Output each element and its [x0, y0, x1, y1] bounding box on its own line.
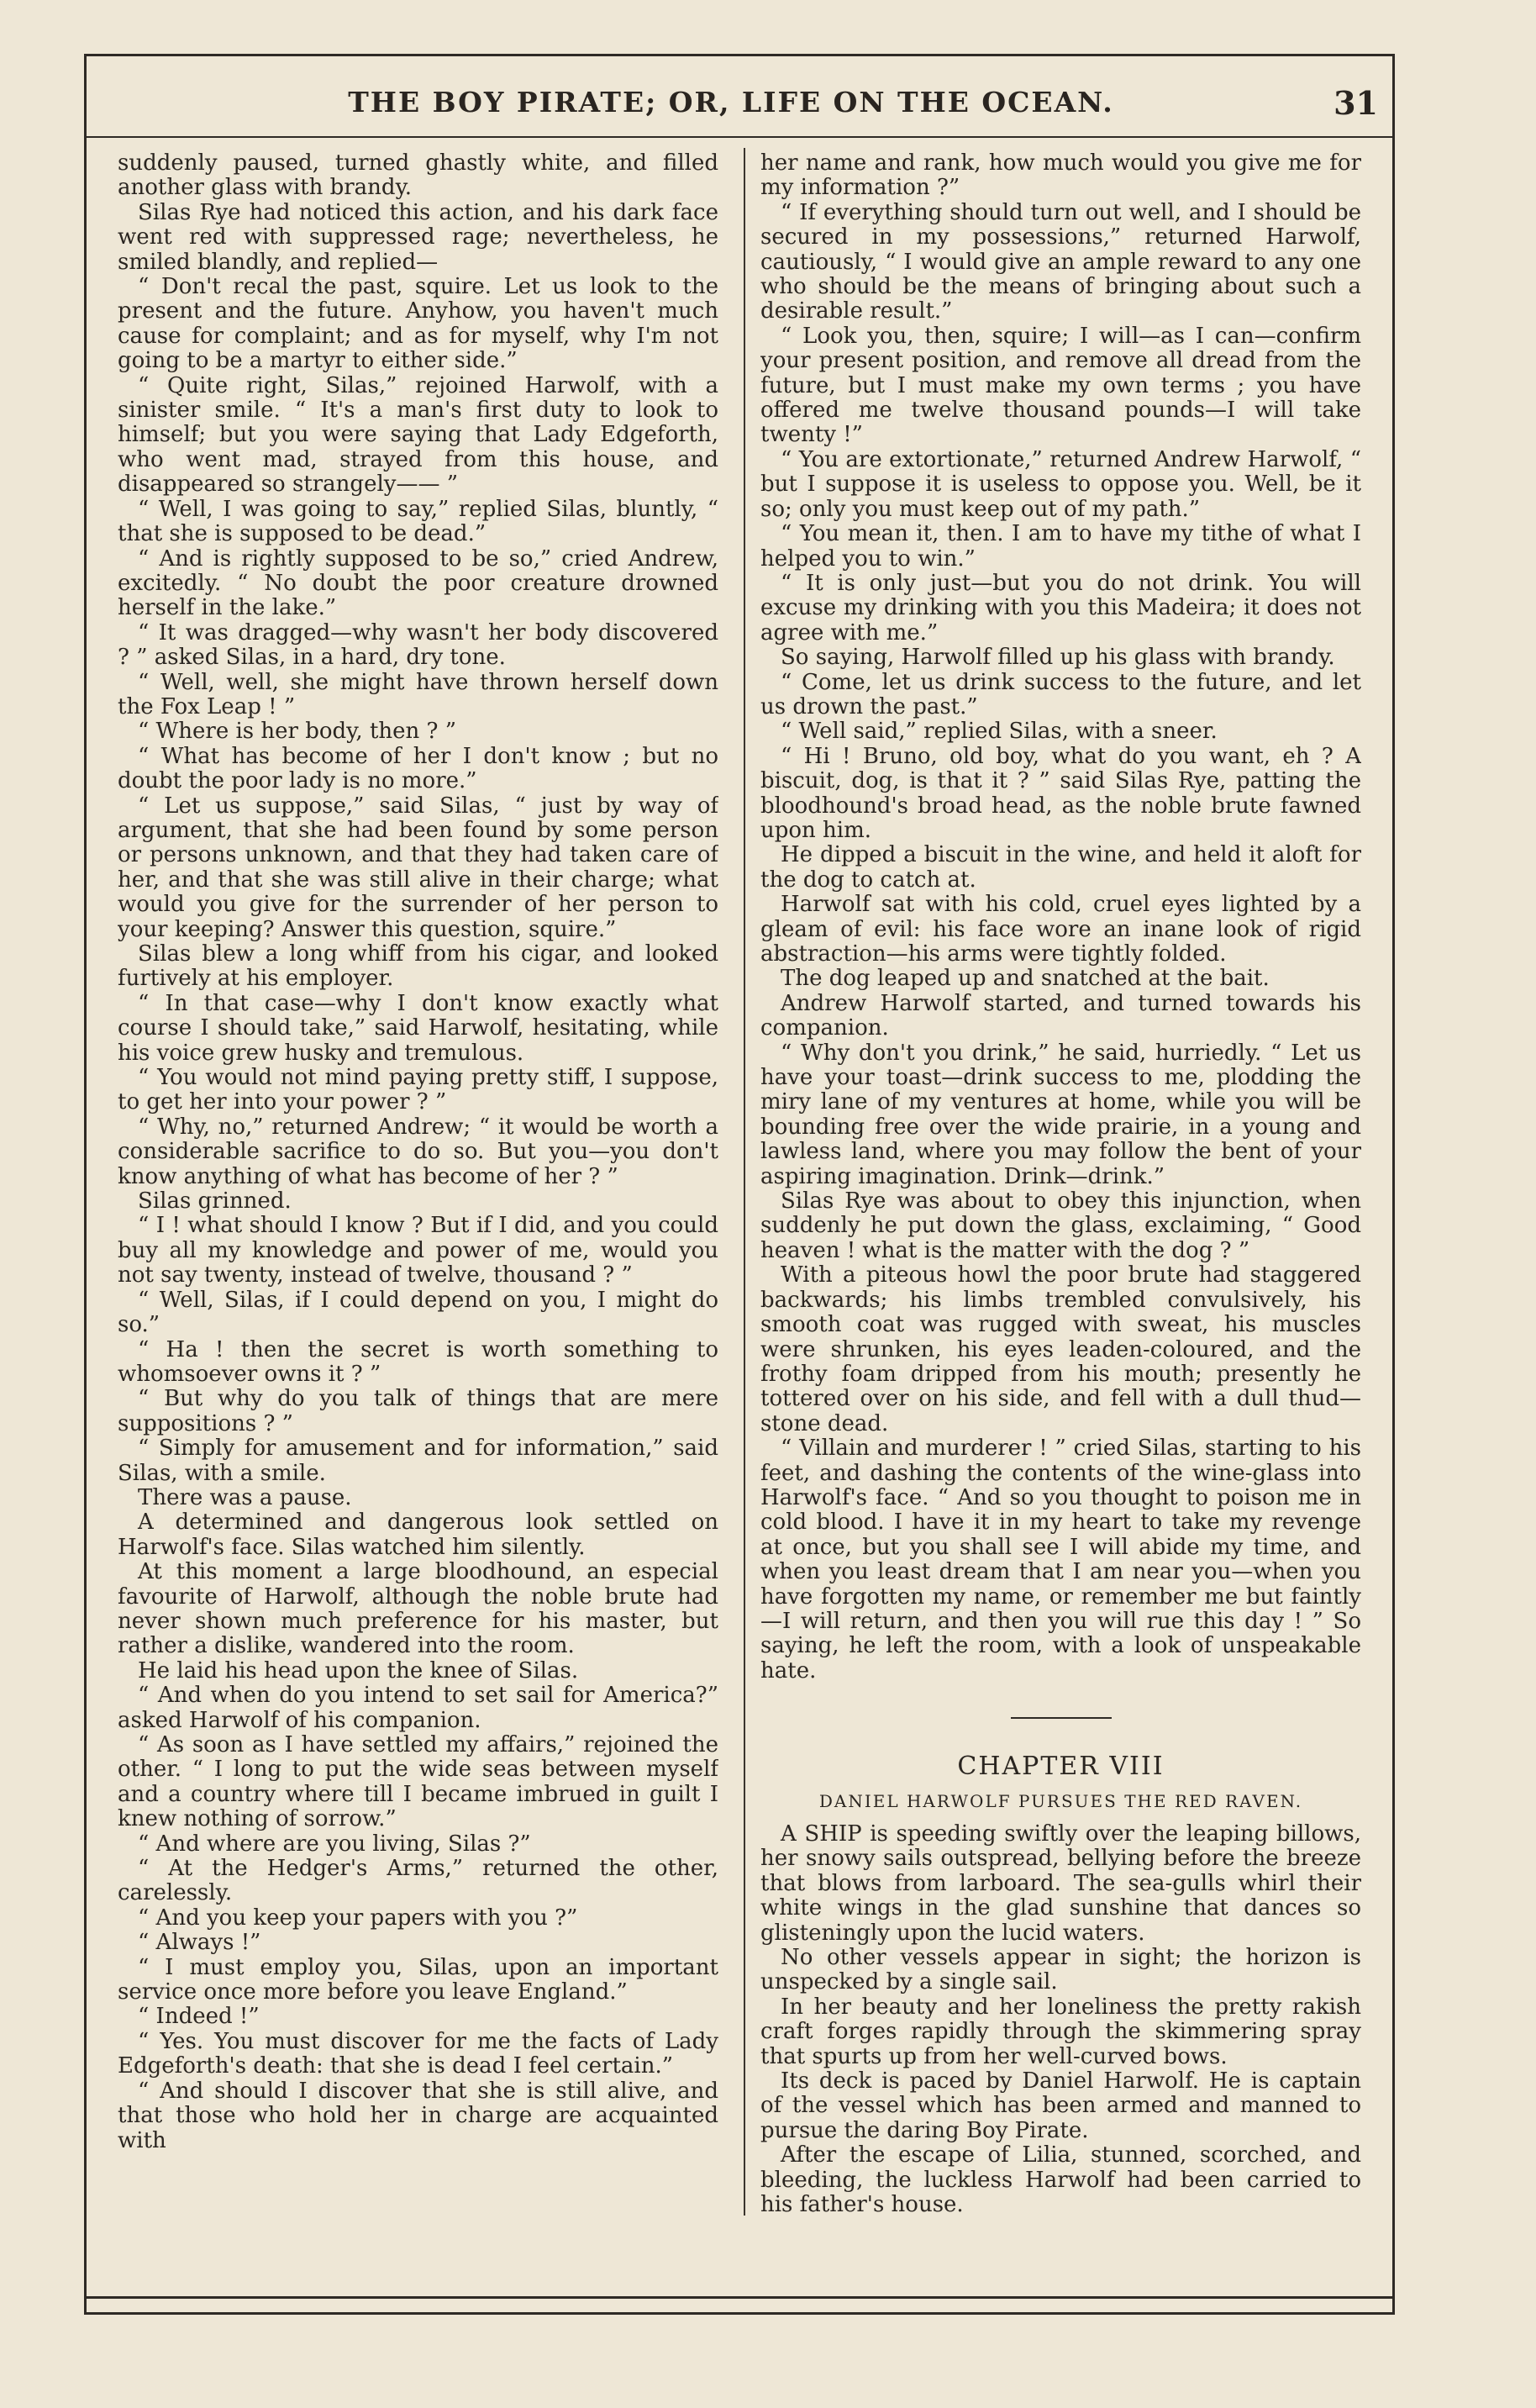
paragraph: So saying, Harwolf filled up his glass with brandy.: [781, 645, 1335, 671]
paragraph: “ Well, I was going to say,” replied Silas, bluntly, “ that she is supposed to be dead.”: [118, 496, 718, 547]
paragraph: “ And should I discover that she is still alive, and that those who hold her in charge are acquainted with: [118, 2078, 718, 2153]
footer-rule: [84, 2296, 1395, 2299]
paragraph: “ I ! what should I know ? But if I did, and you could buy all my knowledge and power of me, would you not say twenty, instead of twelve, thousand ? ”: [118, 1213, 718, 1288]
paragraph: “ Why don't you drink,” he said, hurriedly. “ Let us have your toast—drink success to me, plodding the miry lane of my ventures at home, while you will be bounding free over the wide prairie, in a young and lawless land, where you may follow the bent of your aspiring imagination. Drink—drink.”: [760, 1040, 1361, 1189]
paragraph: “ You are extortionate,” returned Andrew Harwolf, “ but I suppose it is useless to oppose you. Well, be it so; only you must keep out of my path.”: [760, 446, 1361, 522]
paragraph: “ I must employ you, Silas, upon an important service once more before you leave England.”: [118, 1954, 718, 2005]
paragraph: “ Simply for amusement and for information,” said Silas, with a smile.: [118, 1436, 718, 1486]
paragraph: Silas grinned.: [138, 1188, 292, 1215]
right-column-text: [760, 151, 1361, 1683]
page-number: 31: [1333, 84, 1378, 122]
paragraph: “ At the Hedger's Arms,” returned the other, carelessly.: [118, 1856, 718, 1906]
paragraph: “ If everything should turn out well, and I should be secured in my possessions,” returned Harwolf, cautiously, “ I would give an ample reward to any one who should be the means of bringing about such a desirable result.”: [760, 199, 1361, 324]
paragraph: With a piteous howl the poor brute had staggered backwards; his limbs trembled convulsively, his smooth coat was rugged with sweat, his muscles were shrunken, his eyes leaden-coloured, and the frothy foam dripped from his mouth; presently he tottered over on his side, and fell with a dull thud—stone dead.: [760, 1262, 1361, 1436]
paragraph: “ And is rightly supposed to be so,” cried Andrew, excitedly. “ No doubt the poor creature drowned herself in the lake.”: [118, 545, 718, 621]
paragraph: No other vessels appear in sight; the horizon is unspecked by a single sail.: [760, 1945, 1361, 1995]
paragraph: “ In that case—why I don't know exactly what course I should take,” said Harwolf, hesitating, while his voice grew husky and tremulous.: [118, 990, 718, 1066]
paragraph: “ Look you, then, squire; I will—as I can—confirm your present position, and remove all dread from the future, but I must make my own terms ; you have offered me twelve thousand pounds—I will take twenty !”: [760, 323, 1361, 448]
paragraph: “ Well, Silas, if I could depend on you, I might do so.”: [118, 1287, 718, 1338]
paragraph: her name and rank, how much would you give me for my information ?”: [760, 151, 1361, 201]
left-column: [118, 151, 718, 2240]
paragraph: “ As soon as I have settled my affairs,” rejoined the other. “ I long to put the wide seas between myself and a country where till I became imbrued in guilt I knew nothing of sorrow.”: [118, 1732, 718, 1832]
paragraph: “ Why, no,” returned Andrew; “ it would be worth a considerable sacrifice to do so. But you—you don't know anything of what has become of her ? ”: [118, 1114, 718, 1189]
paragraph: “ Yes. You must discover for me the facts of Lady Edgeforth's death: that she is dead I feel certain.”: [118, 2028, 718, 2079]
paragraph: “ And you keep your papers with you ?”: [138, 1905, 578, 1931]
paragraph: “ Always !”: [138, 1930, 261, 1956]
column-divider: [744, 148, 745, 2216]
paragraph: “ Don't recal the past, squire. Let us look to the present and the future. Anyhow, you haven't much cause for complaint; and as for myself, why I'm not going to be a martyr to either side.”: [118, 274, 718, 374]
paragraph: After the escape of Lilia, stunned, scorched, and bleeding, the luckless Harwolf had been carried to his father's house.: [760, 2142, 1361, 2218]
paragraph: “ Ha ! then the secret is worth something to whomsoever owns it ? ”: [118, 1336, 718, 1387]
paragraph: A determined and dangerous look settled on Harwolf's face. Silas watched him silently.: [118, 1510, 718, 1560]
chapter-text: [760, 1822, 1361, 2218]
paragraph: Harwolf sat with his cold, cruel eyes lighted by a gleam of evil: his face wore an inane look of rigid abstraction—his arms were tightly folded.: [760, 892, 1361, 967]
section-rule: [1011, 1717, 1112, 1719]
paragraph: He dipped a biscuit in the wine, and held it aloft for the dog to catch at.: [760, 842, 1361, 893]
paragraph: In her beauty and her loneliness the pretty rakish craft forges rapidly through the skimmering spray that spurts up from her well-curved bows.: [760, 1994, 1361, 2069]
paragraph: suddenly paused, turned ghastly white, and filled another glass with brandy.: [118, 151, 718, 201]
paragraph: “ Well said,” replied Silas, with a sneer.: [781, 719, 1218, 745]
paragraph: “ And when do you intend to set sail for America?” asked Harwolf of his companion.: [118, 1683, 718, 1733]
paragraph: “ Villain and murderer ! ” cried Silas, starting to his feet, and dashing the contents of the wine-glass into Harwolf's face. “ And so you thought to poison me in cold blood. I have it in my heart to take my revenge at once, but you shall see I will abide my time, and when you least dream that I am near you—when you have forgotten my name, or remember me but faintly—I will return, and then you will rue this day ! ” So saying, he left the room, with a look of unspeakable hate.: [760, 1436, 1361, 1683]
paragraph: “ It was dragged—why wasn't her body discovered ? ” asked Silas, in a hard, dry tone.: [118, 619, 718, 671]
paragraph: “ But why do you talk of things that are mere suppositions ? ”: [118, 1386, 718, 1436]
paragraph: At this moment a large bloodhound, an especial favourite of Harwolf, although the noble brute had never shown much preference for his master, but rather a dislike, wandered into the room.: [118, 1559, 718, 1659]
chapter-subtitle: DANIEL HARWOLF PURSUES THE RED RAVEN.: [818, 1790, 1303, 1811]
paragraph: There was a pause.: [138, 1484, 352, 1510]
paragraph: Andrew Harwolf started, and turned towards his companion.: [760, 990, 1361, 1041]
paragraph: “ Hi ! Bruno, old boy, what do you want, eh ? A biscuit, dog, is that it ? ” said Silas Rye, patting the bloodhound's broad head, as the noble brute fawned upon him.: [760, 743, 1361, 843]
paragraph: “ What has become of her I don't know ; but no doubt the poor lady is no more.”: [118, 743, 718, 794]
paragraph: “ Well, well, she might have thrown herself down the Fox Leap ! ”: [118, 669, 718, 719]
paragraph: “ Where is her body, then ? ”: [138, 719, 457, 745]
header-rule: [84, 136, 1395, 138]
right-column: [760, 151, 1361, 2240]
paragraph: “ Let us suppose,” said Silas, “ just by way of argument, that she had been found by some person or persons unknown, and that they had taken care of her, and that she was still alive in their charge; what would you give for the surrender of her person to your keeping? Answer this question, squire.”: [118, 793, 718, 942]
paragraph: “ It is only just—but you do not drink. You will excuse my drinking with you this Madeira; it does not agree with me.”: [760, 570, 1361, 645]
paragraph: He laid his head upon the knee of Silas.: [138, 1657, 579, 1683]
paragraph: “ You would not mind paying pretty stiff, I suppose, to get her into your power ? ”: [118, 1065, 718, 1115]
paragraph: “ Quite right, Silas,” rejoined Harwolf, with a sinister smile. “ It's a man's first duty to look to himself; but you were saying that Lady Edgeforth, who went mad, strayed from this house, and disappeared so strangely—— ”: [118, 372, 718, 498]
paragraph: Silas blew a long whiff from his cigar, and looked furtively at his employer.: [118, 941, 718, 992]
paragraph: “ Come, let us drink success to the future, and let us drown the past.”: [760, 669, 1361, 719]
paragraph: “ You mean it, then. I am to have my tithe of what I helped you to win.”: [760, 521, 1361, 572]
paragraph: Silas Rye was about to obey this injunction, when suddenly he put down the glass, exclaiming, “ Good heaven ! what is the matter with the dog ? ”: [760, 1188, 1361, 1263]
paragraph: A SHIP is speeding swiftly over the leaping billows, her snowy sails outspread, bellying before the breeze that blows from larboard. The sea-gulls whirl their white wings in the glad sunshine that dances so glisteningly upon the lucid waters.: [760, 1821, 1361, 1946]
paragraph: Silas Rye had noticed this action, and his dark face went red with suppressed rage; nevertheless, he smiled blandly, and replied—: [118, 199, 718, 275]
running-head: THE BOY PIRATE; OR, LIFE ON THE OCEAN.: [348, 86, 1114, 119]
paragraph: Its deck is paced by Daniel Harwolf. He is captain of the vessel which has been armed and manned to pursue the daring Boy Pirate.: [760, 2068, 1361, 2143]
paragraph: “ And where are you living, Silas ?”: [138, 1831, 531, 1857]
paragraph: The dog leaped up and snatched at the bait.: [781, 966, 1270, 992]
chapter-title: CHAPTER VIII: [957, 1752, 1165, 1782]
paragraph: “ Indeed !”: [138, 2004, 260, 2030]
